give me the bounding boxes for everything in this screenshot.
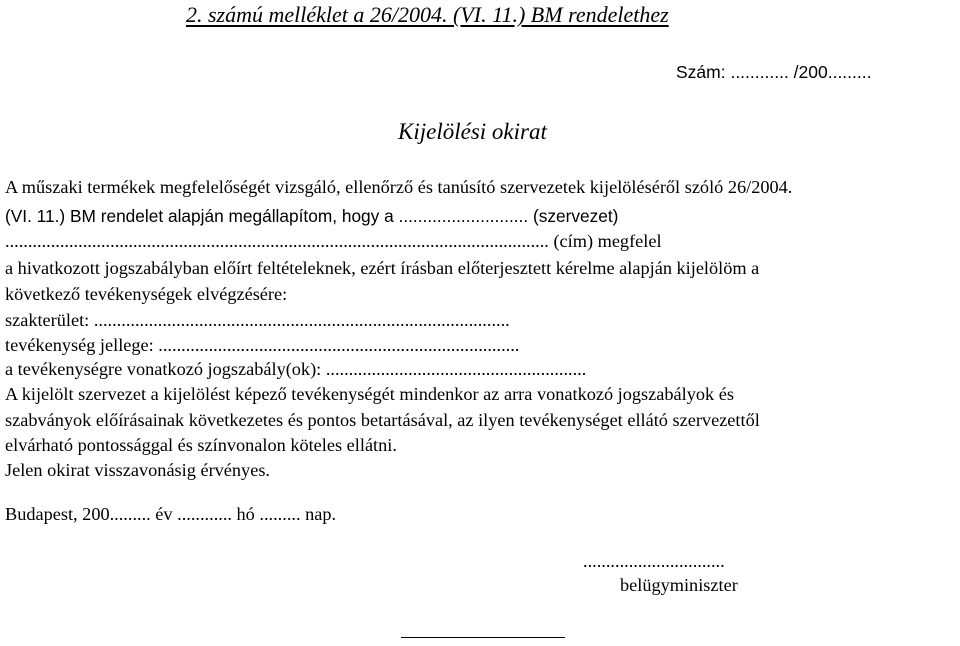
intro-line-2: (VI. 11.) BM rendelet alapján megállapítom, hogy a ........................... (szervezet) — [5, 206, 619, 226]
intro-line-5: következő tevékenységek elvégzésére: — [5, 284, 288, 304]
date-line: Budapest, 200......... év ............ hó ......... nap. — [5, 504, 337, 524]
field-jogszabaly: a tevékenységre vonatkozó jogszabály(ok): ......................................................... — [5, 359, 587, 379]
signature-dots: ............................... — [583, 551, 725, 571]
document-title: Kijelölési okirat — [398, 119, 547, 144]
bottom-rule — [401, 637, 565, 638]
obligation-line-1: A kijelölt szervezet a kijelölést képező tevékenységét mindenkor az arra vonatkozó jogszabályok és — [5, 384, 734, 404]
intro-line-3: ....................................................................................................................... (cím) megfelel — [5, 231, 662, 251]
validity-statement: Jelen okirat visszavonásig érvényes. — [5, 460, 270, 480]
intro-line-4: a hivatkozott jogszabályban előírt feltételeknek, ezért írásban előterjesztett kérelme alapján kijelölöm a — [5, 258, 760, 278]
field-szakterulet: szakterület: ........................................................................................... — [5, 310, 510, 330]
obligation-line-2: szabványok előírásainak következetes és pontos betartásával, az ilyen tevékenységet ellátó szervezettől — [5, 410, 760, 430]
intro-line-1: A műszaki termékek megfelelőségét vizsgáló, ellenőrző és tanúsító szervezetek kijelöléséről szóló 26/2004. — [5, 177, 793, 197]
document-number-line: Szám: ............ /200......... — [676, 62, 872, 82]
annex-header: 2. számú melléklet a 26/2004. (VI. 11.) BM rendelethez — [186, 2, 669, 27]
field-tevekenyseg-jellege: tevékenység jellege: ............................................................................... — [5, 335, 520, 355]
obligation-line-3: elvárható pontossággal és színvonalon köteles ellátni. — [5, 435, 397, 455]
signatory-title: belügyminiszter — [620, 575, 738, 595]
